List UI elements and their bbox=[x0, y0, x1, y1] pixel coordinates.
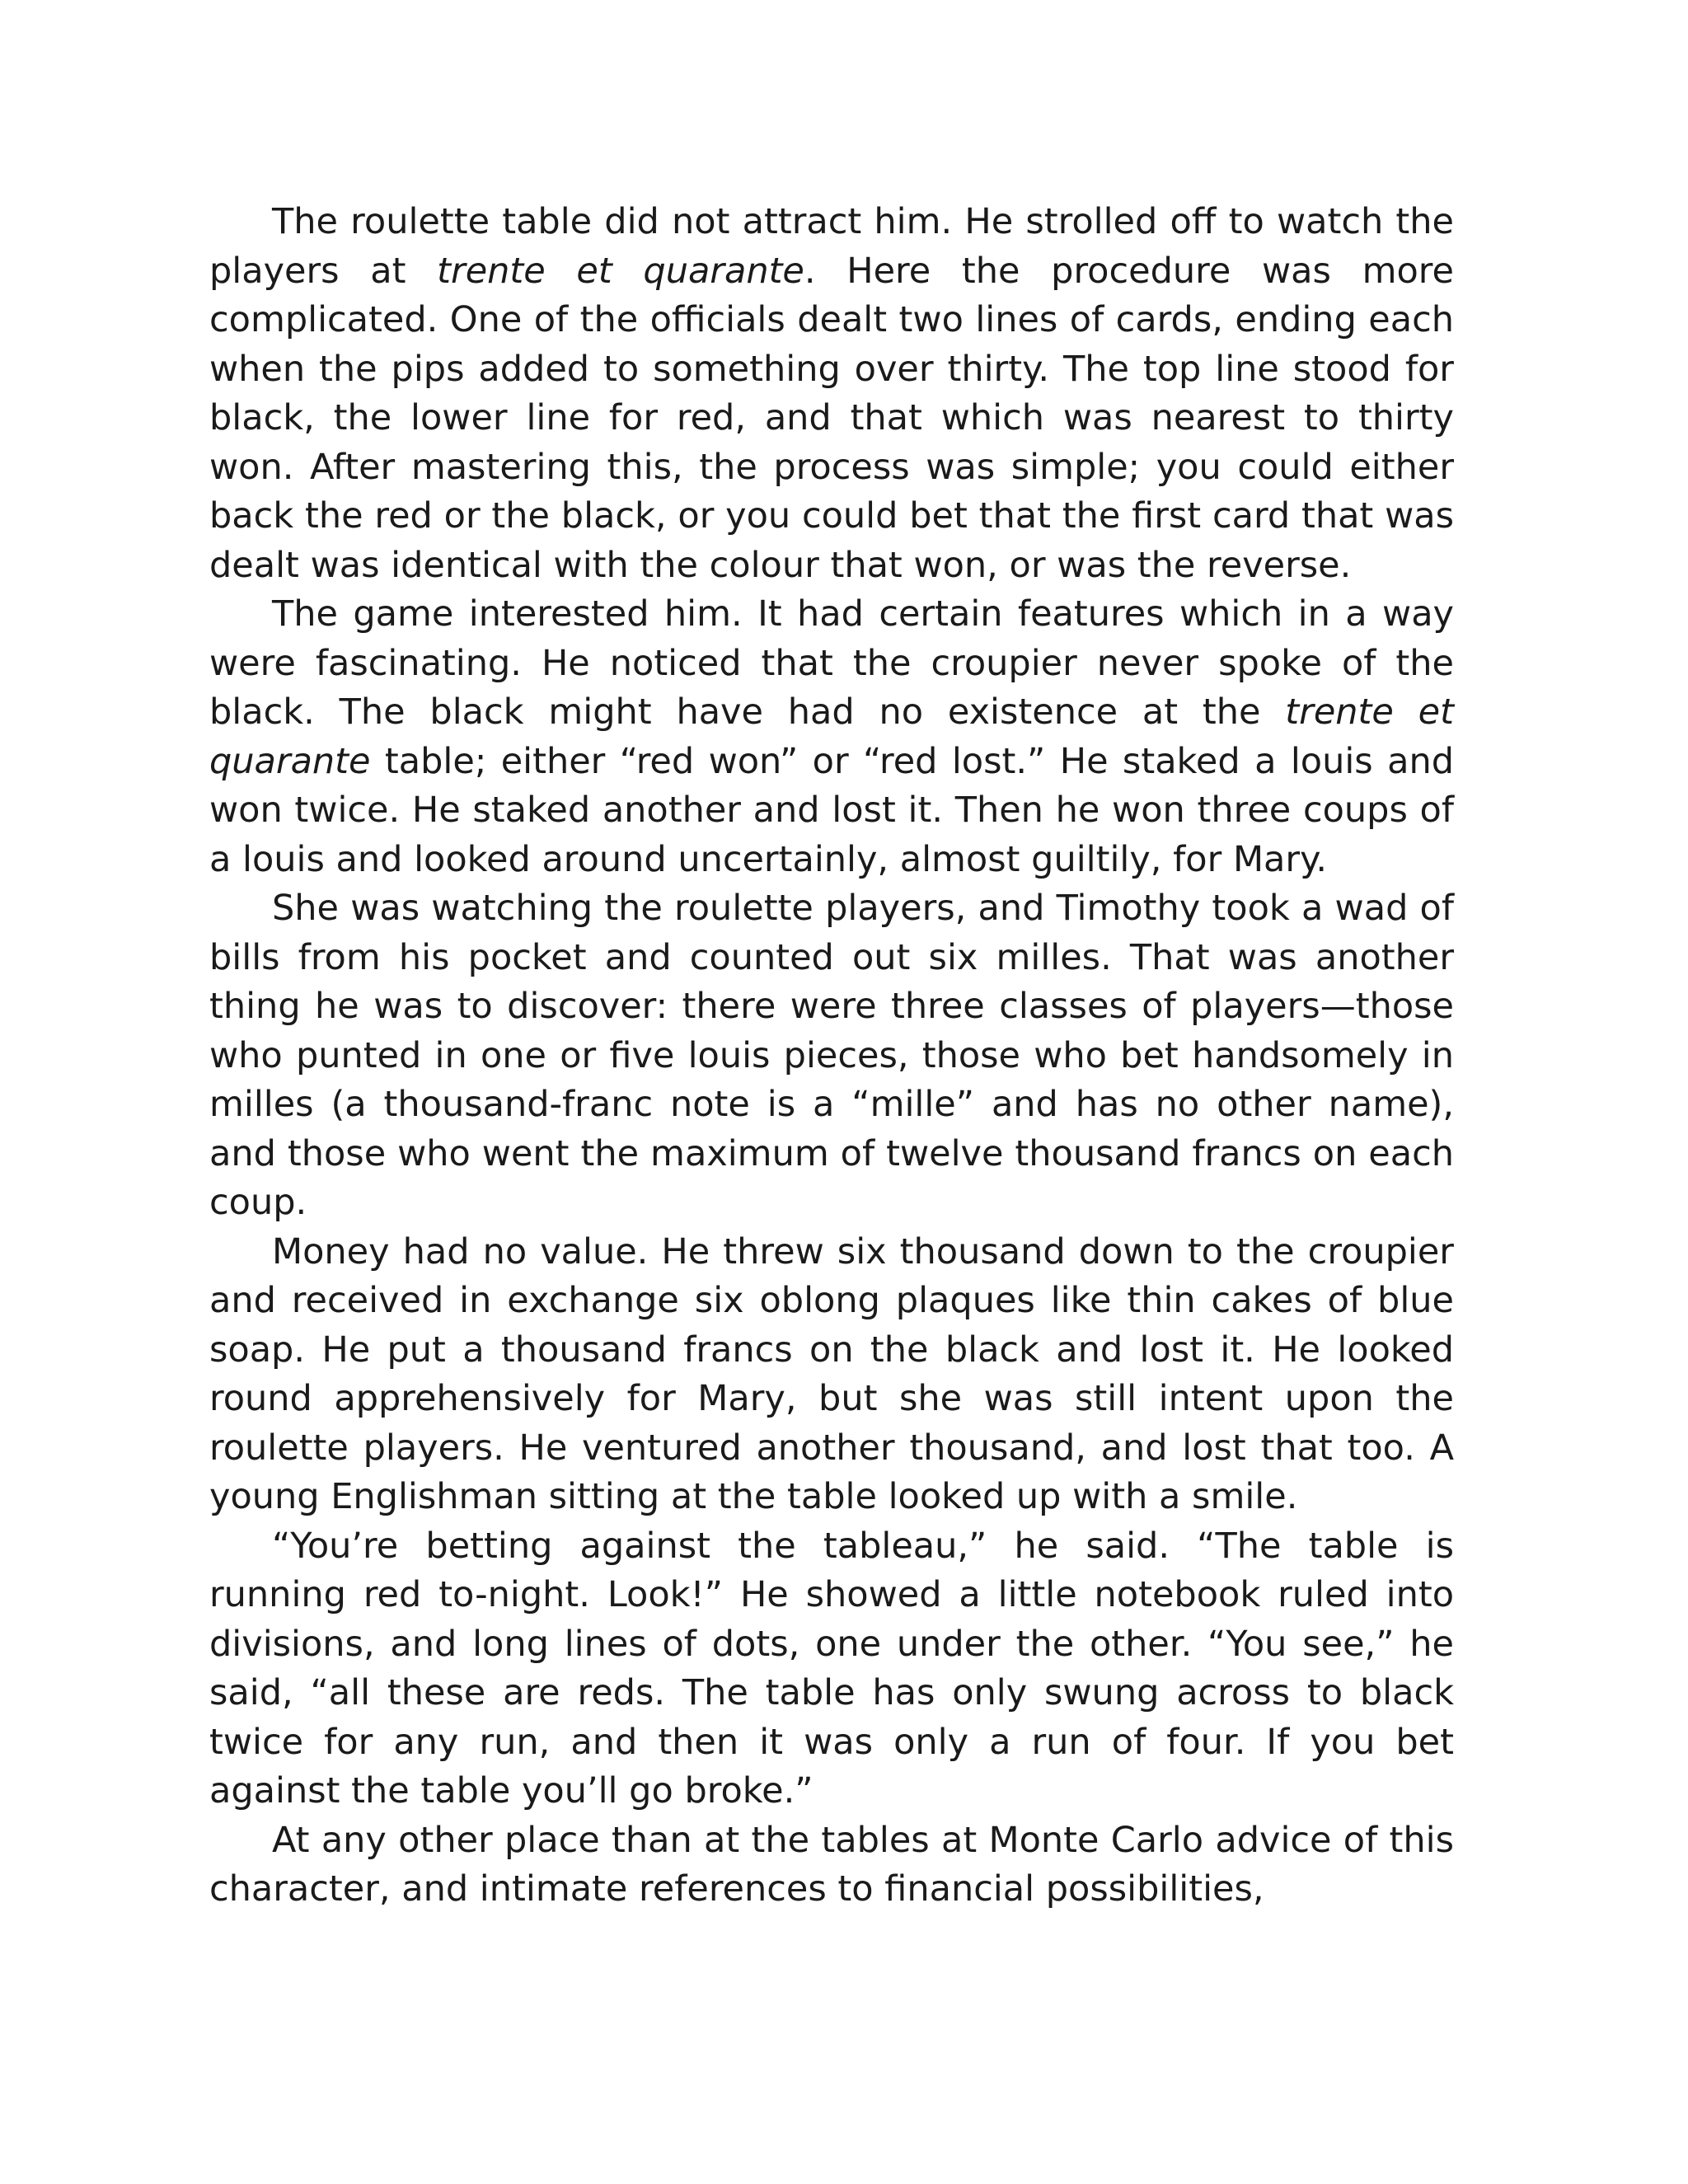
paragraph-text: “You’re betting against the tableau,” he said. “The table is running red to-night. Look!” He showed a little notebook ruled into divisions, and long lines of dots, one under the other. “You see,” he said, “all these are reds. The table has only swung across to black twice for any run, and then it was only a run of four. If you bet against the table you’ll go broke.” bbox=[209, 1525, 1454, 1811]
paragraph-text: At any other place than at the tables at Monte Carlo advice of this character, and intimate references to financial possibilities, bbox=[209, 1819, 1454, 1910]
paragraph-text: . Here the procedure was more complicated. One of the officials dealt two lines of cards, ending each when the pips added to something over thirty. The top line stood for black, the lower line for red, and that which was nearest to thirty won. After mastering this, the process was simple; you could either back the red or the black, or you could bet that the first card that was dealt was identical with the colour that won, or was the reverse. bbox=[209, 250, 1454, 586]
paragraph bbox=[209, 590, 1454, 884]
paragraph bbox=[209, 884, 1454, 1228]
italic-phrase: trente et quarante bbox=[437, 250, 804, 292]
paragraph-text: table; either “red won” or “red lost.” He staked a louis and won twice. He staked another and lost it. Then he won three coups of a louis and looked around uncertainly, almost guiltily, for Mary. bbox=[209, 740, 1454, 880]
italic-phrase: trente et quarante bbox=[209, 691, 1454, 782]
paragraph bbox=[209, 1816, 1454, 1915]
paragraph-text: Money had no value. He threw six thousand down to the croupier and received in exchange six oblong plaques like thin cakes of blue soap. He put a thousand francs on the black and lost it. He looked round apprehensively for Mary, but she was still intent upon the roulette players. He ventured another thousand, and lost that too. A young Englishman sitting at the table looked up with a smile. bbox=[209, 1230, 1454, 1517]
paragraph-text: The game interested him. It had certain features which in a way were fascinating. He noticed that the croupier never spoke of the black. The black might have had no existence at the bbox=[209, 593, 1454, 733]
document-page bbox=[209, 198, 1454, 1915]
paragraph bbox=[209, 1522, 1454, 1816]
paragraph-text: She was watching the roulette players, and Timothy took a wad of bills from his pocket and counted out six milles. That was another thing he was to discover: there were three classes of players—those who punted in one or five louis pieces, those who bet handsomely in milles (a thousand-franc note is a “mille” and has no other name), and those who went the maximum of twelve thousand francs on each coup. bbox=[209, 888, 1454, 1223]
paragraph bbox=[209, 1228, 1454, 1522]
paragraph bbox=[209, 198, 1454, 590]
paragraph-text: The roulette table did not attract him. He strolled off to watch the players at bbox=[209, 201, 1454, 292]
